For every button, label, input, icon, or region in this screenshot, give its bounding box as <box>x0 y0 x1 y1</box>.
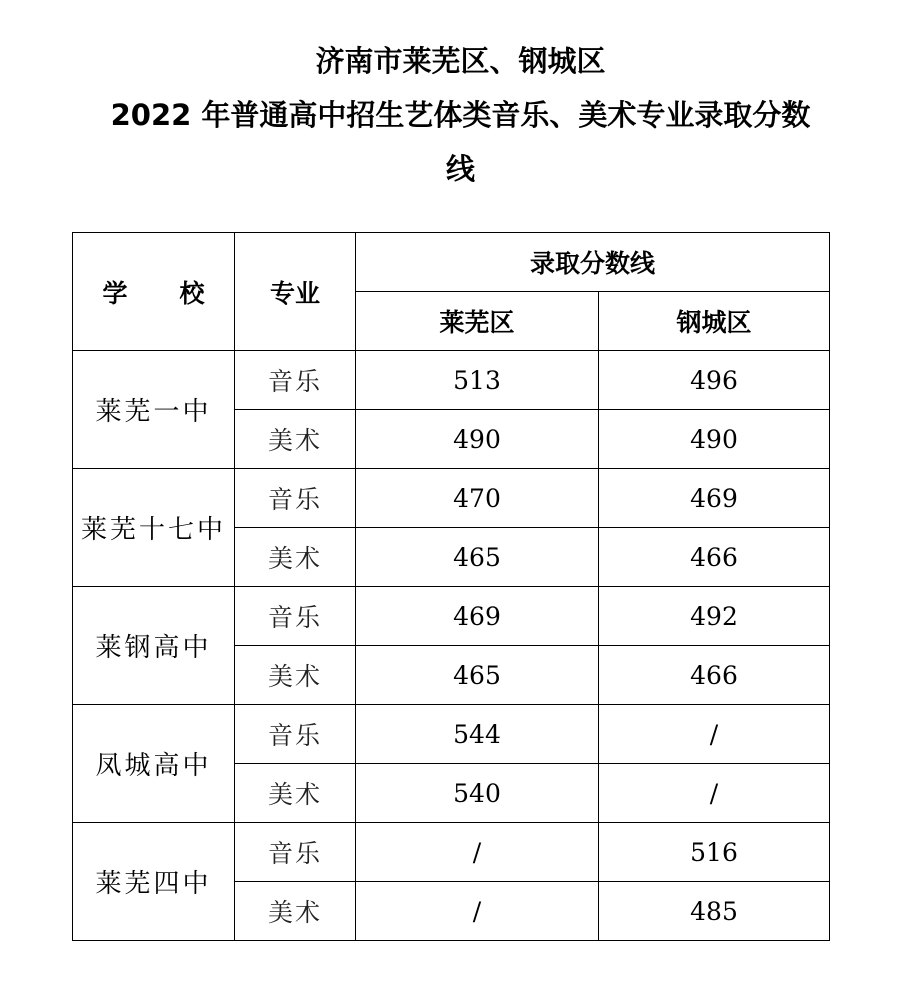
major-name: 美术 <box>235 410 356 469</box>
score-gangcheng: 485 <box>599 882 830 941</box>
score-laiwu: 544 <box>356 705 599 764</box>
major-name: 音乐 <box>235 351 356 410</box>
major-name: 美术 <box>235 646 356 705</box>
score-gangcheng: 516 <box>599 823 830 882</box>
score-laiwu: 465 <box>356 646 599 705</box>
header-school: 学校 <box>73 233 235 351</box>
score-gangcheng: 466 <box>599 646 830 705</box>
major-name: 音乐 <box>235 469 356 528</box>
table-row <box>73 469 830 528</box>
score-gangcheng: 466 <box>599 528 830 587</box>
major-name: 音乐 <box>235 705 356 764</box>
table-row <box>73 705 830 764</box>
score-laiwu: 470 <box>356 469 599 528</box>
table-row <box>73 587 830 646</box>
major-name: 音乐 <box>235 587 356 646</box>
document-title <box>0 34 921 196</box>
title-line-2: 2022 年普通高中招生艺体类音乐、美术专业录取分数 <box>110 98 811 132</box>
score-gangcheng: 492 <box>599 587 830 646</box>
score-gangcheng: / <box>599 764 830 823</box>
score-laiwu: / <box>356 823 599 882</box>
header-row-1 <box>73 233 830 292</box>
table-row <box>73 351 830 410</box>
major-name: 美术 <box>235 528 356 587</box>
score-laiwu: 540 <box>356 764 599 823</box>
score-laiwu: 513 <box>356 351 599 410</box>
major-name: 美术 <box>235 764 356 823</box>
header-district-laiwu: 莱芜区 <box>356 292 599 351</box>
header-score-group: 录取分数线 <box>356 233 830 292</box>
major-name: 音乐 <box>235 823 356 882</box>
score-laiwu: 490 <box>356 410 599 469</box>
score-gangcheng: 469 <box>599 469 830 528</box>
school-name: 莱钢高中 <box>73 587 235 705</box>
score-laiwu: 469 <box>356 587 599 646</box>
major-name: 美术 <box>235 882 356 941</box>
title-line-1: 济南市莱芜区、钢城区 <box>315 44 606 78</box>
admission-score-table <box>72 232 830 941</box>
score-laiwu: 465 <box>356 528 599 587</box>
score-gangcheng: 490 <box>599 410 830 469</box>
table-row <box>73 823 830 882</box>
score-gangcheng: / <box>599 705 830 764</box>
school-name: 莱芜四中 <box>73 823 235 941</box>
header-major: 专业 <box>235 233 356 351</box>
school-name: 莱芜一中 <box>73 351 235 469</box>
school-name: 莱芜十七中 <box>73 469 235 587</box>
header-district-gangcheng: 钢城区 <box>599 292 830 351</box>
school-name: 凤城高中 <box>73 705 235 823</box>
score-gangcheng: 496 <box>599 351 830 410</box>
title-line-3: 线 <box>445 152 475 186</box>
score-laiwu: / <box>356 882 599 941</box>
